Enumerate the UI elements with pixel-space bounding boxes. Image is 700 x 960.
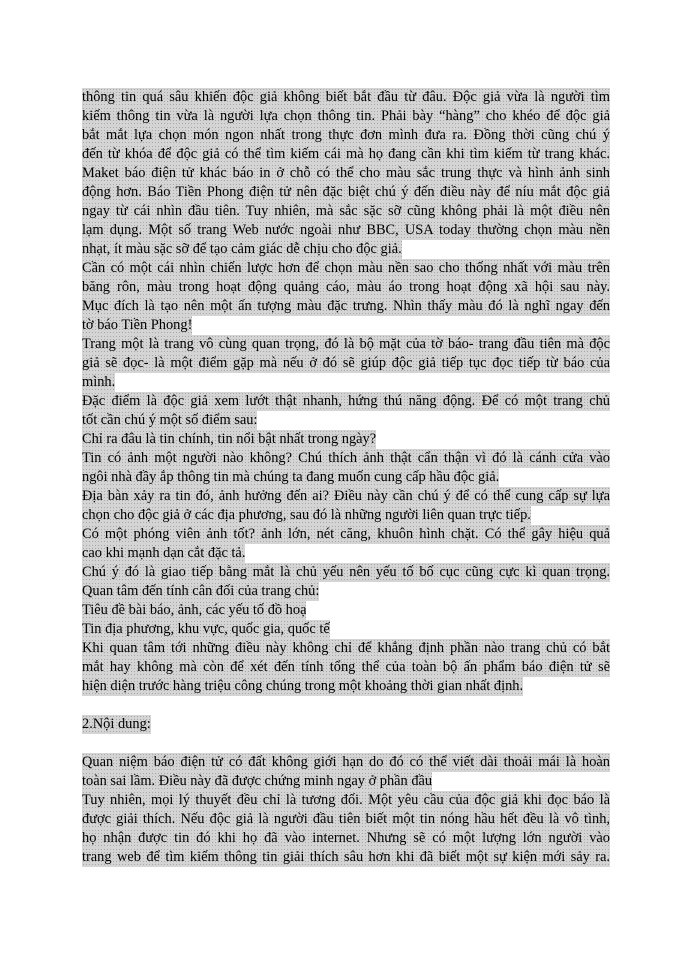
text-line: giả sẽ đọc- là một điểm gặp mà nếu ở đó sẽ giúp độc giả tiếp tục đọc tiếp từ báo của — [82, 355, 610, 371]
text-line: được giải thích. Nếu độc giả là người đầu tiên biết một tin nóng hầu hết đều là vô tình, — [82, 811, 610, 827]
text-line: mắt hay không mà còn để xét đến tính tổng thể của toàn bộ ấn phẩm báo điện tử sẽ — [82, 659, 610, 675]
text-line: cao khi mạnh dạn cắt đặc tả. — [82, 545, 246, 561]
text-line: họ nhận được tin đó khi họ đã vào internet. Nhưng sẽ có một lượng lớn người vào — [82, 830, 610, 846]
text-line: Tin địa phương, khu vực, quốc gia, quốc tế — [82, 621, 330, 637]
text-line: Mục đích là tạo nên một ấn tượng màu đặc trưng. Nhìn thấy màu đó là nghĩ ngay đến — [82, 298, 610, 314]
text-line: Khi quan tâm tới những điều này không chỉ để khẳng định phần nào trang chủ có bắt — [82, 640, 610, 656]
text-line: Tin có ảnh một người nào không? Chú thích ảnh thật cẩn thận vì đó là cánh cửa vào — [82, 450, 610, 466]
text-line: bắt mắt lựa chọn món ngon nhất trong thực đơn mình đưa ra. Đồng thời cũng chú ý — [82, 127, 610, 143]
text-line: 2.Nội dung: — [82, 716, 151, 732]
text-line: nhạt, ít màu sặc sỡ để tạo cảm giác dễ chịu cho độc giả. — [82, 241, 402, 257]
text-line: hiện diện trước hàng triệu công chúng trong một khoảng thời gian nhất định. — [82, 678, 524, 694]
text-line: trang web để tìm kiếm thông tin giải thích sâu hơn khi đã biết một sự kiện mới sảy ra. — [82, 849, 610, 865]
text-line: mình. — [82, 374, 116, 390]
text-line: Quan tâm đến tính cân đối của trang chủ: — [82, 583, 320, 599]
document-body — [82, 88, 610, 867]
text-line: kiếm thông tin vừa là người lựa chọn thông tin. Phải bày “hàng” cho khéo để độc giả — [82, 108, 610, 124]
text-line: Quan niệm báo điện tử có đất không giới hạn do đó có thể viết dài thoải mái là hoàn — [82, 754, 610, 770]
text-line: ngôi nhà đầy ắp thông tin mà chúng ta đang muốn cung cấp hầu độc giả. — [82, 469, 500, 485]
text-line: toàn sai lầm. Điều này đã được chứng minh ngay ở phần đầu — [82, 773, 433, 789]
text-line: Cần có một cái nhìn chiến lược hơn để chọn màu nền sao cho thống nhất với màu trên — [82, 260, 610, 276]
text-line: Chú ý đó là giao tiếp bằng mắt là chủ yếu nên yếu tố bố cục cũng cực kì quan trọng. — [82, 564, 610, 580]
text-line: Maket báo điện tử khác báo in ở chỗ có thể cho màu sắc trung thực và hình ảnh sinh — [82, 165, 610, 181]
text-line: Chỉ ra đâu là tin chính, tin nổi bật nhất trong ngày? — [82, 431, 377, 447]
text-line: lạm dụng. Một số trang Web nước ngoài như BBC, USA today thường chọn màu nền — [82, 222, 610, 238]
text-line: động hơn. Báo Tiền Phong điện tử nên đặc biệt chú ý đến điều này để níu mắt độc giả — [82, 184, 610, 200]
text-line: Trang một là trang vô cùng quan trọng, đó là bộ mặt của tờ báo- trang đầu tiên mà độc — [82, 336, 610, 352]
paragraph-gap — [82, 696, 610, 715]
text-line: chọn cho độc giả ở các địa phương, sau đó là những người liên quan trực tiếp. — [82, 507, 531, 523]
text-line: đến từ khóa để độc giả có thể tìm kiếm cái mà họ đang cần khi tìm kiếm từ trang khác. — [82, 146, 610, 162]
text-line: Tuy nhiên, mọi lý thuyết đều chỉ là tương đối. Một yêu cầu của độc giả khi đọc báo là — [82, 792, 610, 808]
text-line: Địa bàn xảy ra tin đó, ảnh hưởng đến ai? Điều này cần chú ý để có thể cung cấp sự lựa — [82, 488, 610, 504]
text-line: Có một phóng viên ảnh tốt? ảnh lớn, nét căng, khuôn hình chặt. Có thể gây hiệu quả — [82, 526, 610, 542]
text-line: tốt cần chú ý một số điểm sau: — [82, 412, 258, 428]
text-line: tờ báo Tiền Phong! — [82, 317, 193, 333]
text-line: thông tin quá sâu khiến độc giả không biết bắt đầu từ đâu. Độc giả vừa là người tìm — [82, 89, 610, 105]
text-line: Đặc điểm là độc giả xem lướt thật nhanh, hứng thú năng động. Để có một trang chủ — [82, 393, 610, 409]
text-line: Tiêu đề bài báo, ảnh, các yếu tố đồ hoạ — [82, 602, 307, 618]
paragraph-gap — [82, 734, 610, 753]
text-line: ngay từ cái nhìn đầu tiên. Tuy nhiên, mà sắc sặc sỡ cũng không phải là một điều nên — [82, 203, 610, 219]
text-line: băng rôn, màu trong hoạt động quảng cáo, màu áo trong hoạt động xã hội sau này. — [82, 279, 610, 295]
